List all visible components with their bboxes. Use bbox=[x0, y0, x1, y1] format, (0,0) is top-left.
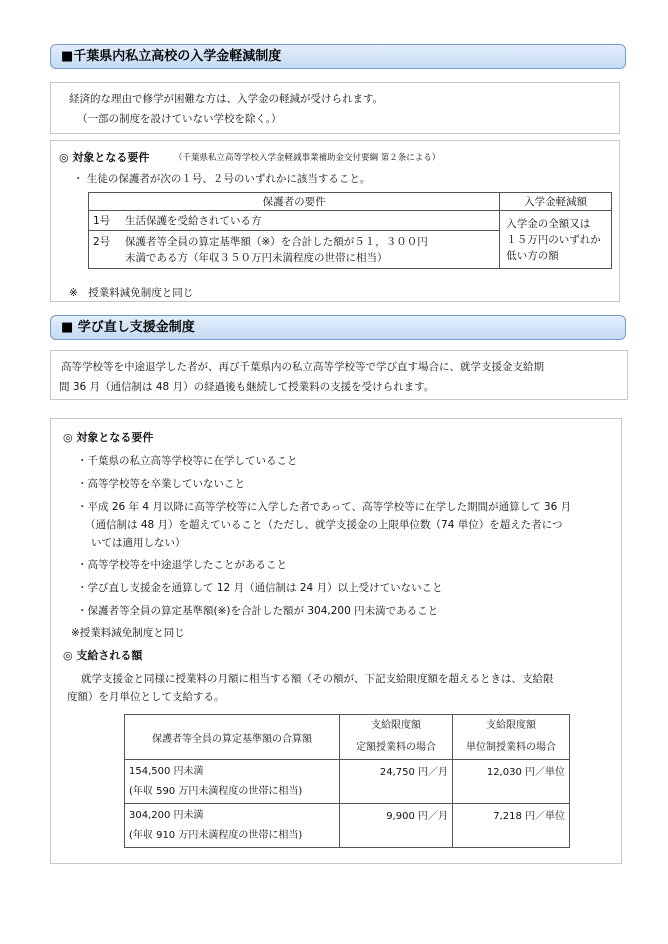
bullet-5: ・学び直し支援金を通算して 12 月（通信制は 24 月）以上受けていないこと bbox=[77, 582, 443, 594]
row1-income-cell bbox=[125, 760, 340, 804]
amount-line1: 入学金の全額又は bbox=[506, 217, 591, 230]
pay-text-line2: 度額）を月単位として支給する。 bbox=[67, 691, 225, 703]
section1-intro-box bbox=[50, 82, 620, 134]
row2-number: 2号 bbox=[89, 231, 122, 269]
th-total-amount: 保護者等全員の算定基準額の合算額 bbox=[125, 715, 340, 760]
table-header-requirement: 保護者の要件 bbox=[89, 193, 500, 211]
row2-fixed-amount: 9,900 円／月 bbox=[340, 804, 453, 848]
row2-credit-amount: 7,218 円／単位 bbox=[453, 804, 570, 848]
section2-note: ※授業料減免制度と同じ bbox=[71, 627, 185, 639]
th-credit-line1: 支給限度額 bbox=[486, 720, 536, 731]
table-header-amount: 入学金軽減額 bbox=[500, 193, 612, 211]
row1-number: 1号 bbox=[89, 211, 122, 231]
row2-income-cell bbox=[125, 804, 340, 848]
th-credit-tuition bbox=[453, 715, 570, 760]
row2-text-line1: 保護者等全員の算定基準額（※）を合計した額が５１，３００円 bbox=[125, 235, 428, 248]
section1-intro-line2: （一部の制度を設けていない学校を除く。） bbox=[77, 113, 282, 125]
section2-table bbox=[124, 714, 570, 848]
section2-req-heading: ◎ 対象となる要件 bbox=[63, 431, 154, 444]
th-fixed-line2: 定額授業料の場合 bbox=[356, 742, 436, 753]
th-fixed-tuition bbox=[340, 715, 453, 760]
th-credit-line2: 単位制授業料の場合 bbox=[466, 742, 556, 753]
amount-line3: 低い方の額 bbox=[506, 249, 559, 262]
amount-line2: １５万円のいずれか bbox=[506, 233, 601, 246]
section2-title: ■ 学び直し支援金制度 bbox=[50, 315, 626, 340]
section1-note: ※ 授業料減免制度と同じ bbox=[69, 287, 194, 299]
section2-pay-heading: ◎ 支給される額 bbox=[63, 649, 143, 662]
row2-text-cell bbox=[121, 231, 500, 269]
section2-intro-line2: 間 36 月（通信制は 48 月）の経過後も継続して授業料の支援を受けられます。 bbox=[59, 381, 435, 393]
row2-text-line2: 未満である方（年収３５０万円未満程度の世帯に相当） bbox=[125, 251, 388, 264]
table-row bbox=[125, 804, 570, 848]
pay-text-line1: 就学支援金と同様に授業料の月額に相当する額（その額が、下記支給限度額を超えるときは、支給限 bbox=[81, 673, 554, 685]
bullet-1: ・千葉県の私立高等学校等に在学していること bbox=[77, 455, 298, 467]
bullet-6: ・保護者等全員の算定基準額(※)を合計した額が 304,200 円未満であること bbox=[77, 605, 439, 617]
row1-credit-amount: 12,030 円／単位 bbox=[453, 760, 570, 804]
section1-req-heading: ◎ 対象となる要件 bbox=[59, 151, 150, 164]
section1-req-source: （千葉県私立高等学校入学金軽減事業補助金交付要綱 第２条による） bbox=[174, 153, 441, 163]
section1-req-text: ・ 生徒の保護者が次の１号、２号のいずれかに該当すること。 bbox=[73, 173, 371, 185]
table-amount-cell bbox=[500, 211, 612, 269]
th-fixed-line1: 支給限度額 bbox=[371, 720, 421, 731]
row2-income: 304,200 円未満 bbox=[129, 809, 204, 821]
table-row bbox=[125, 760, 570, 804]
section1-table bbox=[88, 192, 612, 269]
bullet-3-line3: いては適用しない） bbox=[91, 537, 186, 549]
row1-income-note: (年収 590 万円未満程度の世帯に相当) bbox=[129, 785, 303, 797]
row1-income: 154,500 円未満 bbox=[129, 765, 204, 777]
section1-intro-line1: 経済的な理由で修学が困難な方は、入学金の軽減が受けられます。 bbox=[69, 93, 384, 105]
section2-intro-line1: 高等学校等を中途退学した者が、再び千葉県内の私立高等学校等で学び直す場合に、就学支援金支給期 bbox=[61, 361, 544, 373]
bullet-3-line1: ・平成 26 年 4 月以降に高等学校等に入学した者であって、高等学校等に在学した期間が通算して 36 月 bbox=[77, 501, 572, 513]
row2-income-note: (年収 910 万円未満程度の世帯に相当) bbox=[129, 829, 303, 841]
row1-fixed-amount: 24,750 円／月 bbox=[340, 760, 453, 804]
bullet-2: ・高等学校等を卒業していないこと bbox=[77, 478, 245, 490]
section2-intro-box bbox=[50, 350, 628, 400]
row1-text: 生活保護を受給されている方 bbox=[121, 211, 500, 231]
bullet-3-line2: （通信制は 48 月）を超えていること（ただし、就学支援金の上限単位数（74 単位）を超えた者につ bbox=[85, 519, 563, 531]
bullet-4: ・高等学校等を中途退学したことがあること bbox=[77, 559, 287, 571]
section1-title: ■千葉県内私立高校の入学金軽減制度 bbox=[50, 44, 626, 69]
